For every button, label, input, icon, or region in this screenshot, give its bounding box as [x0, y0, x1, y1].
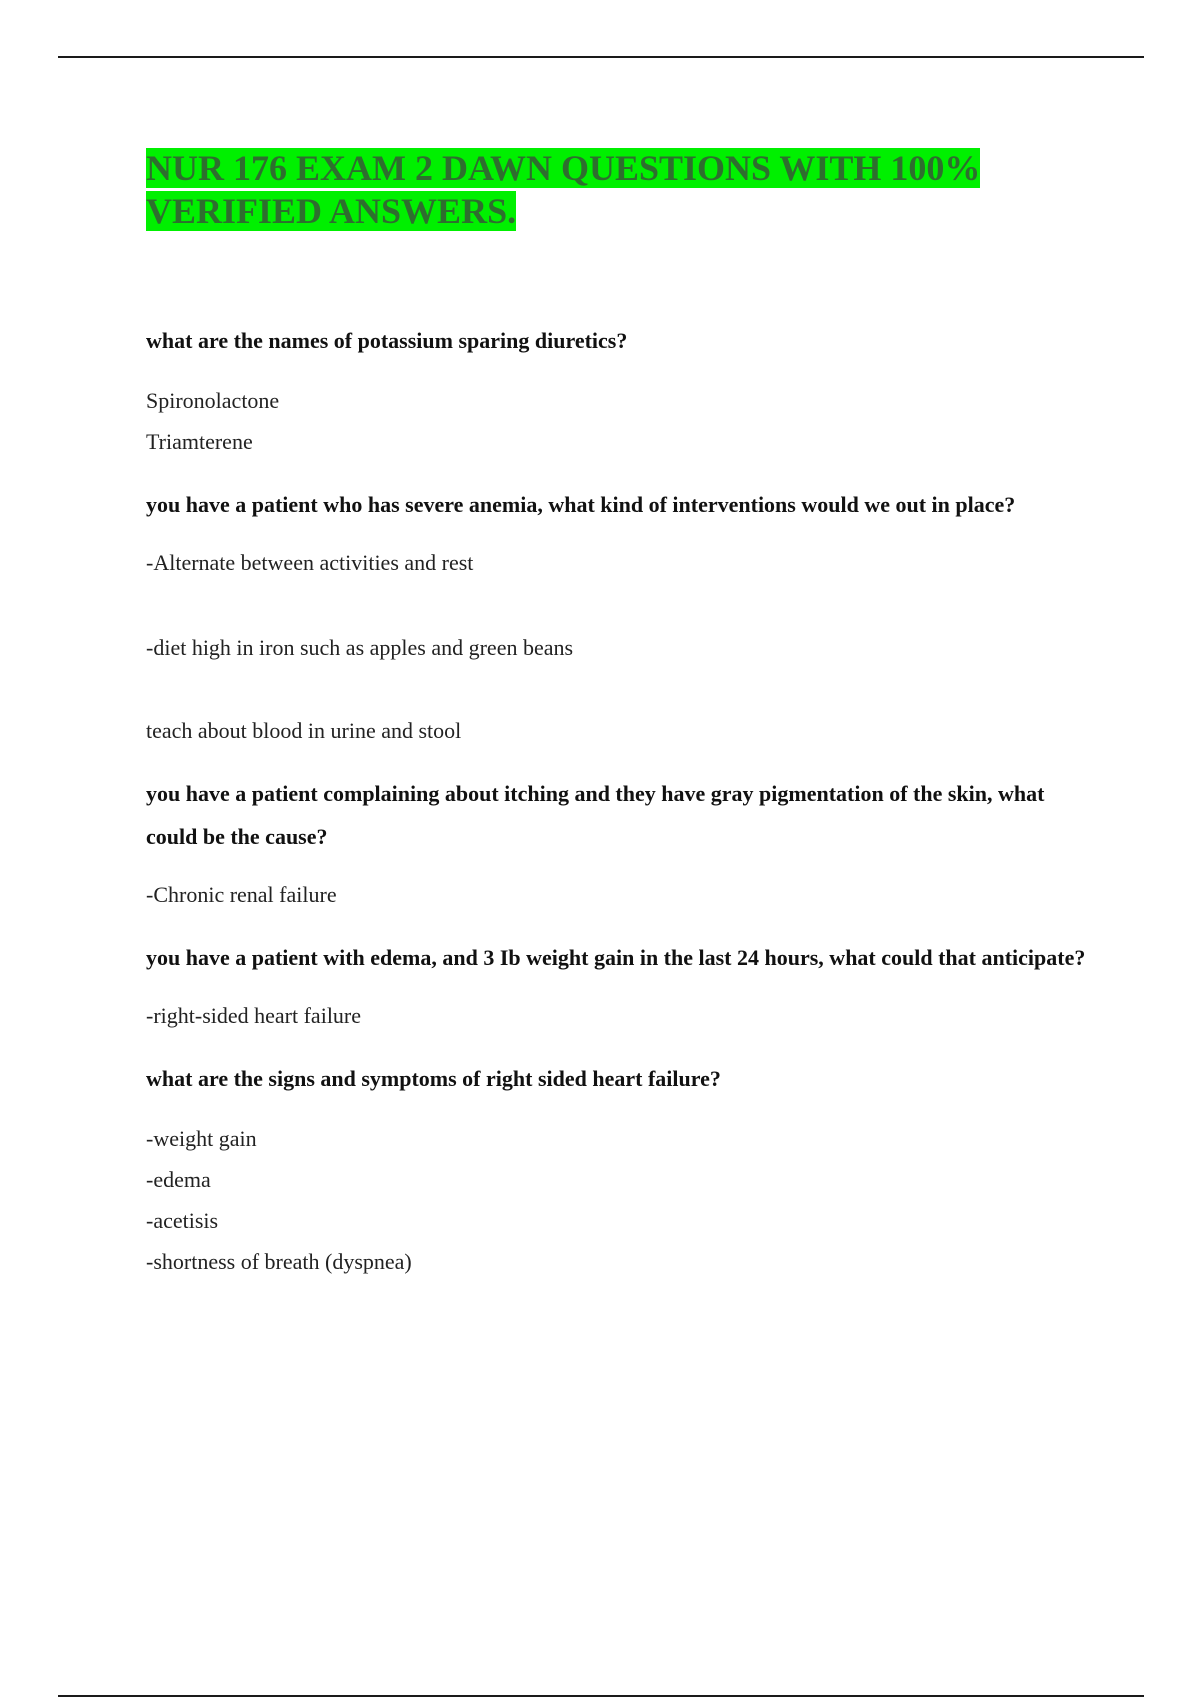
answer-5-1: -weight gain: [146, 1126, 257, 1151]
qa-block-1: [146, 319, 1086, 462]
question-5: what are the signs and symptoms of right sided heart failure?: [146, 1066, 721, 1091]
document-body: [146, 147, 1086, 1282]
qa-block-2: [146, 483, 1086, 751]
question-3: you have a patient complaining about itching and they have gray pigmentation of the skin, what could be the cause?: [146, 781, 1045, 849]
answer-1-2: Triamterene: [146, 429, 253, 454]
answers-5: [146, 1118, 1086, 1282]
answer-5-2: -edema: [146, 1167, 211, 1192]
answers-2: [146, 542, 1086, 751]
qa-block-3: [146, 772, 1086, 915]
title-highlight: NUR 176 EXAM 2 DAWN QUESTIONS WITH 100% VERIFIED ANSWERS.: [146, 148, 981, 231]
answers-3: [146, 874, 1086, 915]
document-title: [146, 147, 1046, 233]
qa-block-4: [146, 936, 1086, 1036]
answer-2-3: teach about blood in urine and stool: [146, 718, 462, 743]
bottom-rule: [58, 1695, 1144, 1697]
question-2: you have a patient who has severe anemia, what kind of interventions would we out in place?: [146, 492, 1016, 517]
answer-5-3: -acetisis: [146, 1208, 219, 1233]
question-4: you have a patient with edema, and 3 Ib weight gain in the last 24 hours, what could that anticipate?: [146, 945, 1086, 970]
answer-2-2: -diet high in iron such as apples and green beans: [146, 635, 574, 660]
answers-1: [146, 380, 1086, 462]
answer-3-1: -Chronic renal failure: [146, 882, 337, 907]
answers-4: [146, 995, 1086, 1036]
answer-4-1: -right-sided heart failure: [146, 1003, 362, 1028]
answer-1-1: Spironolactone: [146, 388, 280, 413]
answer-5-4: -shortness of breath (dyspnea): [146, 1249, 412, 1274]
answer-2-1: -Alternate between activities and rest: [146, 550, 474, 575]
question-1: what are the names of potassium sparing diuretics?: [146, 328, 628, 353]
top-rule: [58, 56, 1144, 58]
qa-block-5: [146, 1057, 1086, 1282]
